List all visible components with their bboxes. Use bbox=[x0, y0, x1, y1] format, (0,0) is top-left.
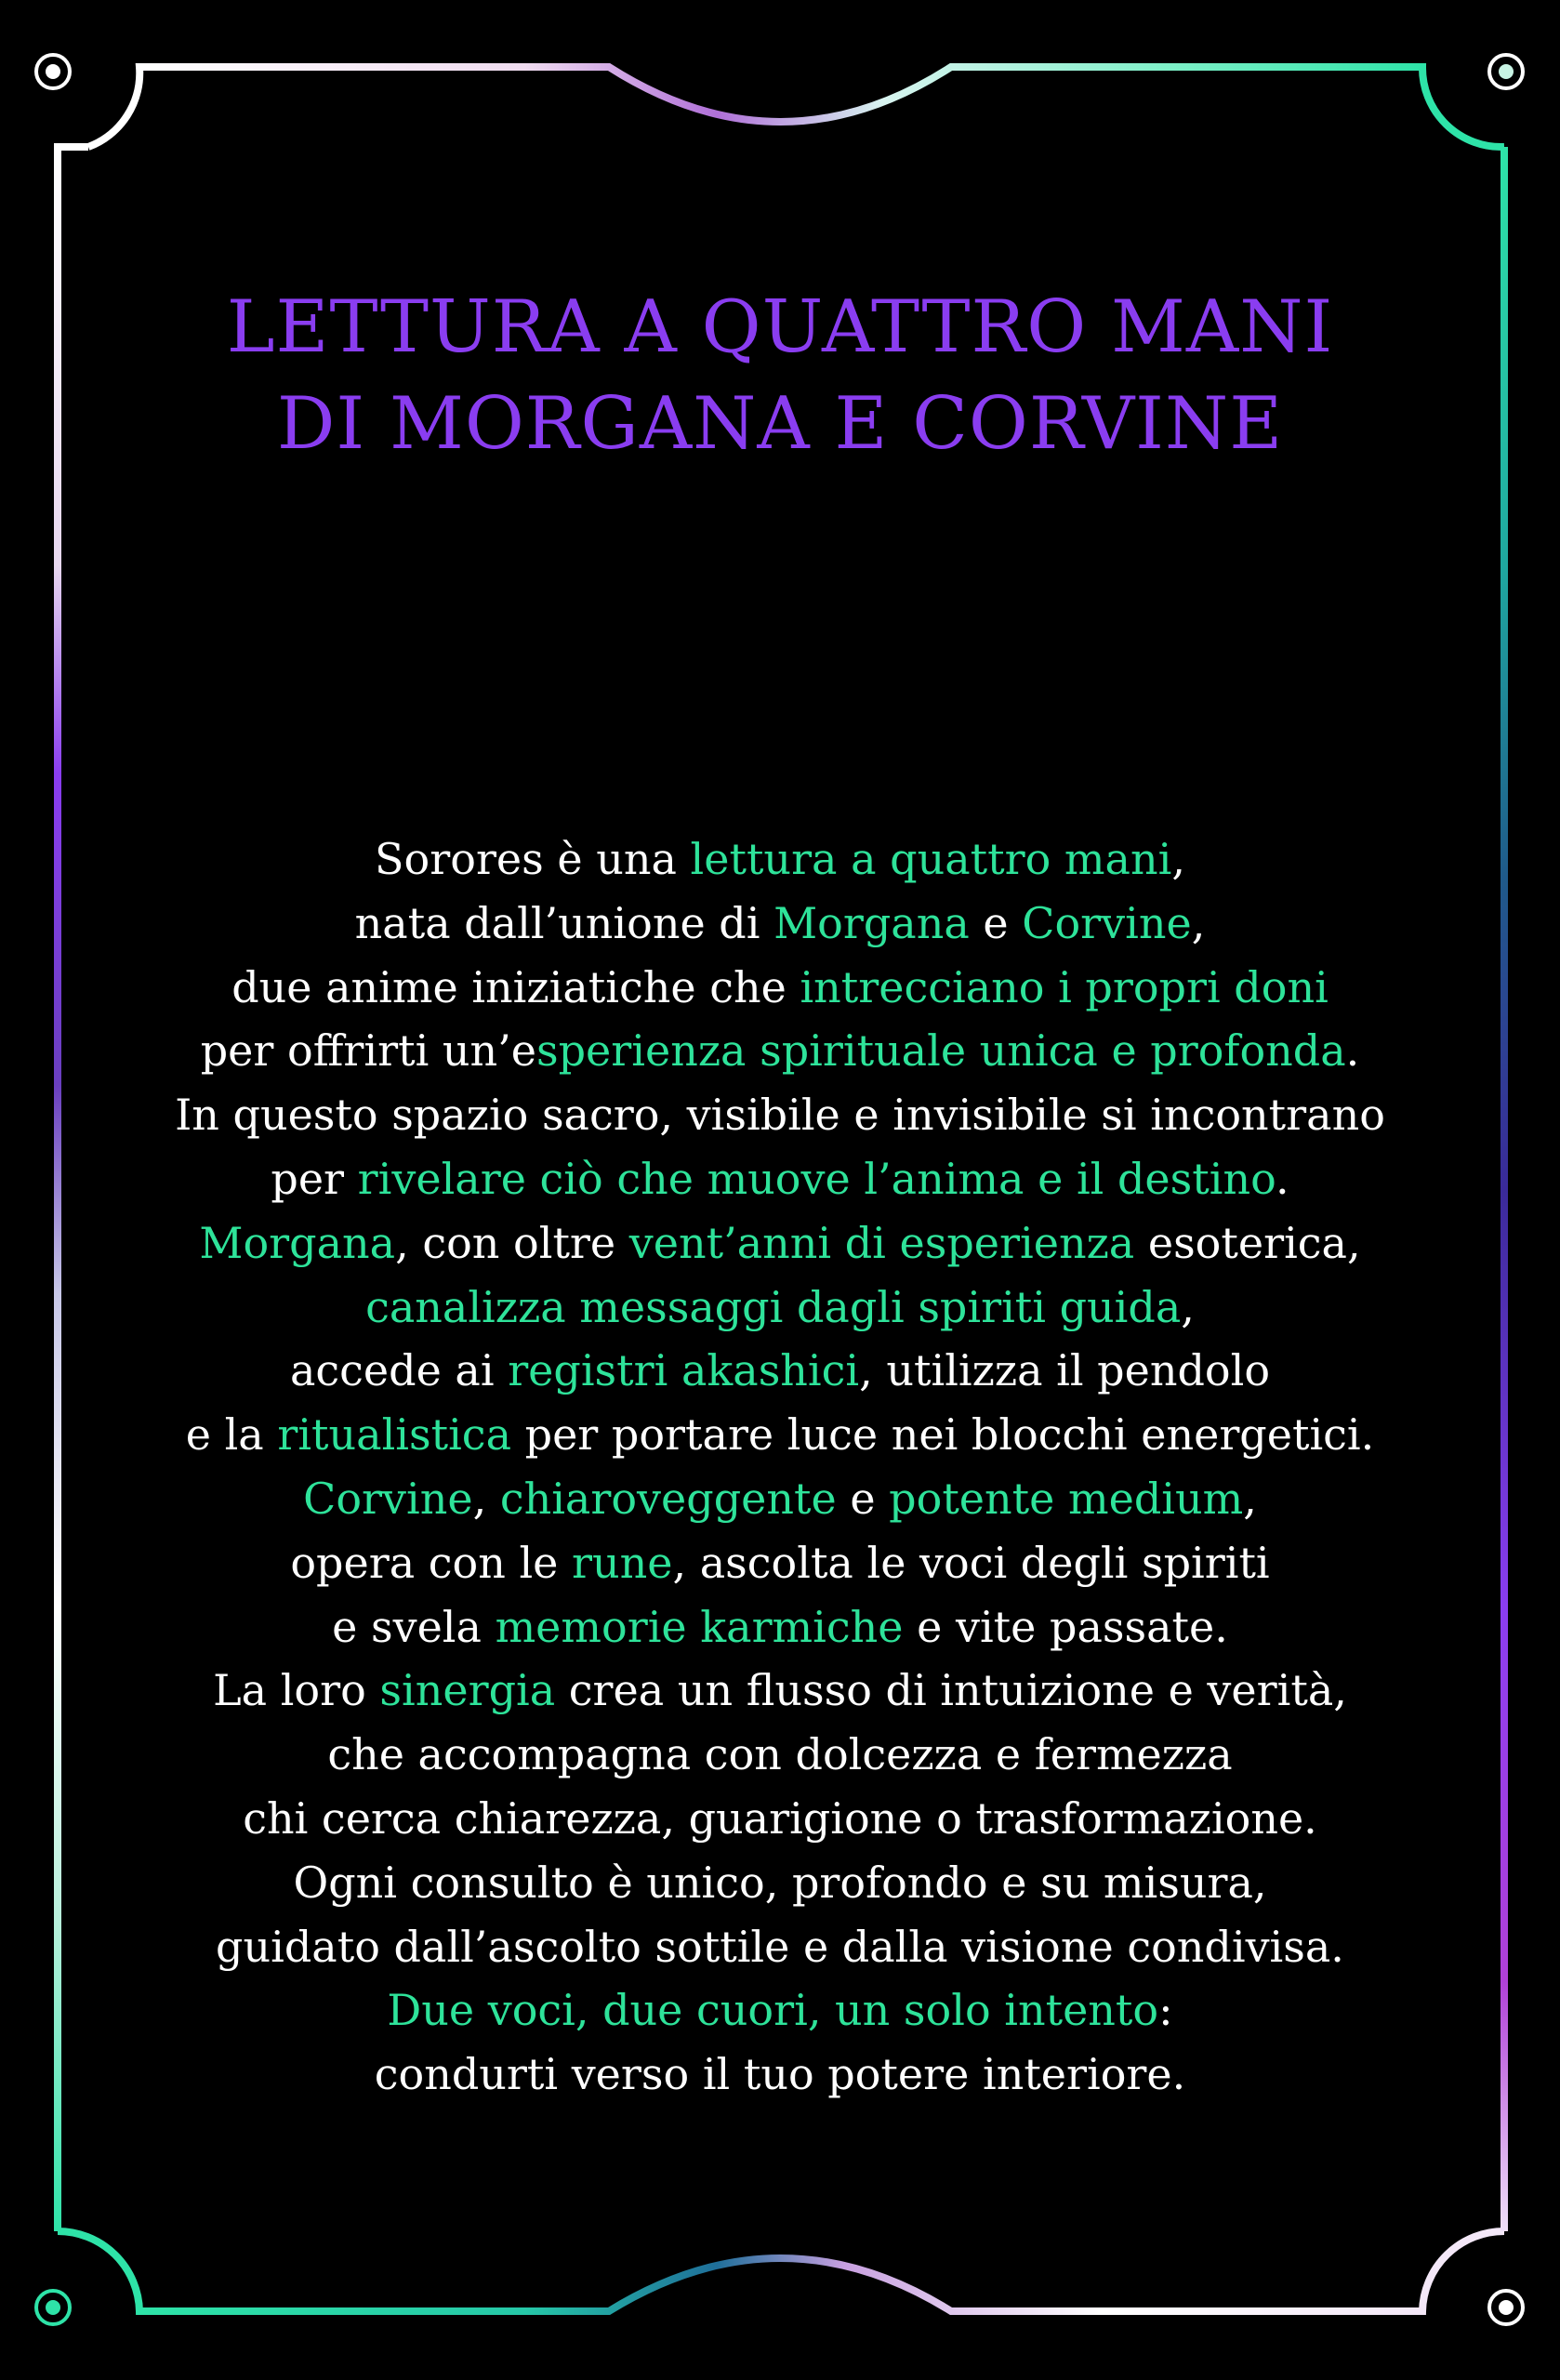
text-segment: e bbox=[969, 897, 1023, 948]
text-line bbox=[0, 1787, 1560, 1851]
description-text bbox=[0, 827, 1560, 2107]
corner-dot-bottom-right-icon bbox=[1489, 2291, 1523, 2324]
text-segment: , con oltre bbox=[395, 1217, 629, 1268]
highlighted-phrase: sperienza spirituale unica e profonda bbox=[536, 1025, 1346, 1077]
text-segment: per bbox=[271, 1153, 358, 1204]
highlighted-phrase: Morgana bbox=[199, 1217, 396, 1268]
highlighted-phrase: chiaroveggente bbox=[499, 1473, 837, 1524]
text-segment: . bbox=[1275, 1153, 1289, 1204]
text-line bbox=[0, 1276, 1560, 1340]
highlighted-phrase: ritualistica bbox=[277, 1409, 511, 1461]
text-line bbox=[0, 1978, 1560, 2043]
text-segment: In questo spazio sacro, visibile e invisibile si incontrano bbox=[175, 1090, 1385, 1141]
text-segment: per offrirti un’e bbox=[200, 1025, 536, 1077]
text-segment: Ogni consulto è unico, profondo e su misura, bbox=[293, 1857, 1267, 1908]
text-segment: condurti verso il tuo potere interiore. bbox=[374, 2049, 1186, 2100]
highlighted-phrase: Morgana bbox=[773, 897, 970, 948]
highlighted-phrase: intrecciano i propri doni bbox=[800, 961, 1329, 1012]
text-segment: , bbox=[1243, 1473, 1257, 1524]
text-line bbox=[0, 1723, 1560, 1787]
text-line bbox=[0, 1083, 1560, 1147]
highlighted-phrase: memorie karmiche bbox=[495, 1601, 904, 1652]
text-line bbox=[0, 1339, 1560, 1403]
highlighted-phrase: lettura a quattro mani bbox=[690, 834, 1172, 884]
corner-dot-bottom-left-icon bbox=[36, 2291, 70, 2324]
text-segment: crea un flusso di intuizione e verità, bbox=[555, 1665, 1347, 1716]
highlighted-phrase: canalizza messaggi dagli spiriti guida bbox=[365, 1281, 1182, 1332]
title-line-2: DI MORGANA E CORVINE bbox=[276, 382, 1284, 466]
text-line bbox=[0, 827, 1560, 892]
text-line bbox=[0, 2043, 1560, 2107]
corner-dot-top-left-icon bbox=[36, 55, 70, 88]
highlighted-phrase: registri akashici bbox=[508, 1345, 860, 1396]
highlighted-phrase: rune bbox=[572, 1537, 673, 1588]
text-segment: : bbox=[1158, 1985, 1173, 2036]
text-segment: nata dall’unione di bbox=[354, 897, 774, 948]
text-segment: e svela bbox=[332, 1601, 496, 1652]
text-segment: per portare luce nei blocchi energetici. bbox=[511, 1409, 1375, 1461]
highlighted-phrase: Corvine bbox=[1022, 897, 1192, 948]
text-segment: che accompagna con dolcezza e fermezza bbox=[327, 1729, 1233, 1780]
highlighted-phrase: Due voci, due cuori, un solo intento bbox=[387, 1985, 1159, 2036]
text-segment: Sorores è una bbox=[375, 834, 691, 884]
highlighted-phrase: vent’anni di esperienza bbox=[628, 1217, 1135, 1268]
text-segment: e bbox=[836, 1473, 890, 1524]
highlighted-phrase: potente medium bbox=[889, 1473, 1244, 1524]
text-segment: , bbox=[1181, 1281, 1195, 1332]
text-segment: , utilizza il pendolo bbox=[859, 1345, 1271, 1396]
text-segment: , ascolta le voci degli spiriti bbox=[672, 1537, 1270, 1588]
text-line bbox=[0, 892, 1560, 956]
frame-bottom-edge bbox=[58, 2231, 1504, 2311]
highlighted-phrase: Corvine bbox=[303, 1473, 473, 1524]
text-line bbox=[0, 1403, 1560, 1467]
text-line bbox=[0, 1915, 1560, 1979]
text-line bbox=[0, 1211, 1560, 1276]
text-segment: , bbox=[1191, 897, 1206, 948]
text-segment: accede ai bbox=[289, 1345, 509, 1396]
text-line bbox=[0, 1595, 1560, 1659]
corner-dot-top-right-icon bbox=[1489, 55, 1523, 88]
highlighted-phrase: sinergia bbox=[379, 1665, 556, 1716]
highlighted-phrase: rivelare ciò che muove l’anima e il destino bbox=[357, 1153, 1276, 1204]
text-segment: e vite passate. bbox=[903, 1601, 1228, 1652]
text-segment: guidato dall’ascolto sottile e dalla visione condivisa. bbox=[216, 1921, 1344, 1972]
frame-top-edge bbox=[88, 67, 1504, 147]
text-segment: , bbox=[472, 1473, 500, 1524]
text-segment: esoterica, bbox=[1134, 1217, 1361, 1268]
text-segment: La loro bbox=[213, 1665, 380, 1716]
text-line bbox=[0, 1531, 1560, 1595]
text-line bbox=[0, 1019, 1560, 1083]
page-title bbox=[0, 279, 1560, 472]
title-line-1: LETTURA A QUATTRO MANI bbox=[226, 285, 1334, 369]
text-line bbox=[0, 1659, 1560, 1723]
text-segment: . bbox=[1345, 1025, 1360, 1077]
text-segment: e la bbox=[185, 1409, 278, 1461]
text-segment: , bbox=[1171, 834, 1185, 884]
text-line bbox=[0, 1147, 1560, 1211]
text-segment: due anime iniziatiche che bbox=[231, 961, 800, 1012]
text-line bbox=[0, 956, 1560, 1020]
text-segment: opera con le bbox=[290, 1537, 573, 1588]
text-line bbox=[0, 1851, 1560, 1915]
text-segment: chi cerca chiarezza, guarigione o trasformazione. bbox=[243, 1792, 1317, 1844]
text-line bbox=[0, 1467, 1560, 1531]
